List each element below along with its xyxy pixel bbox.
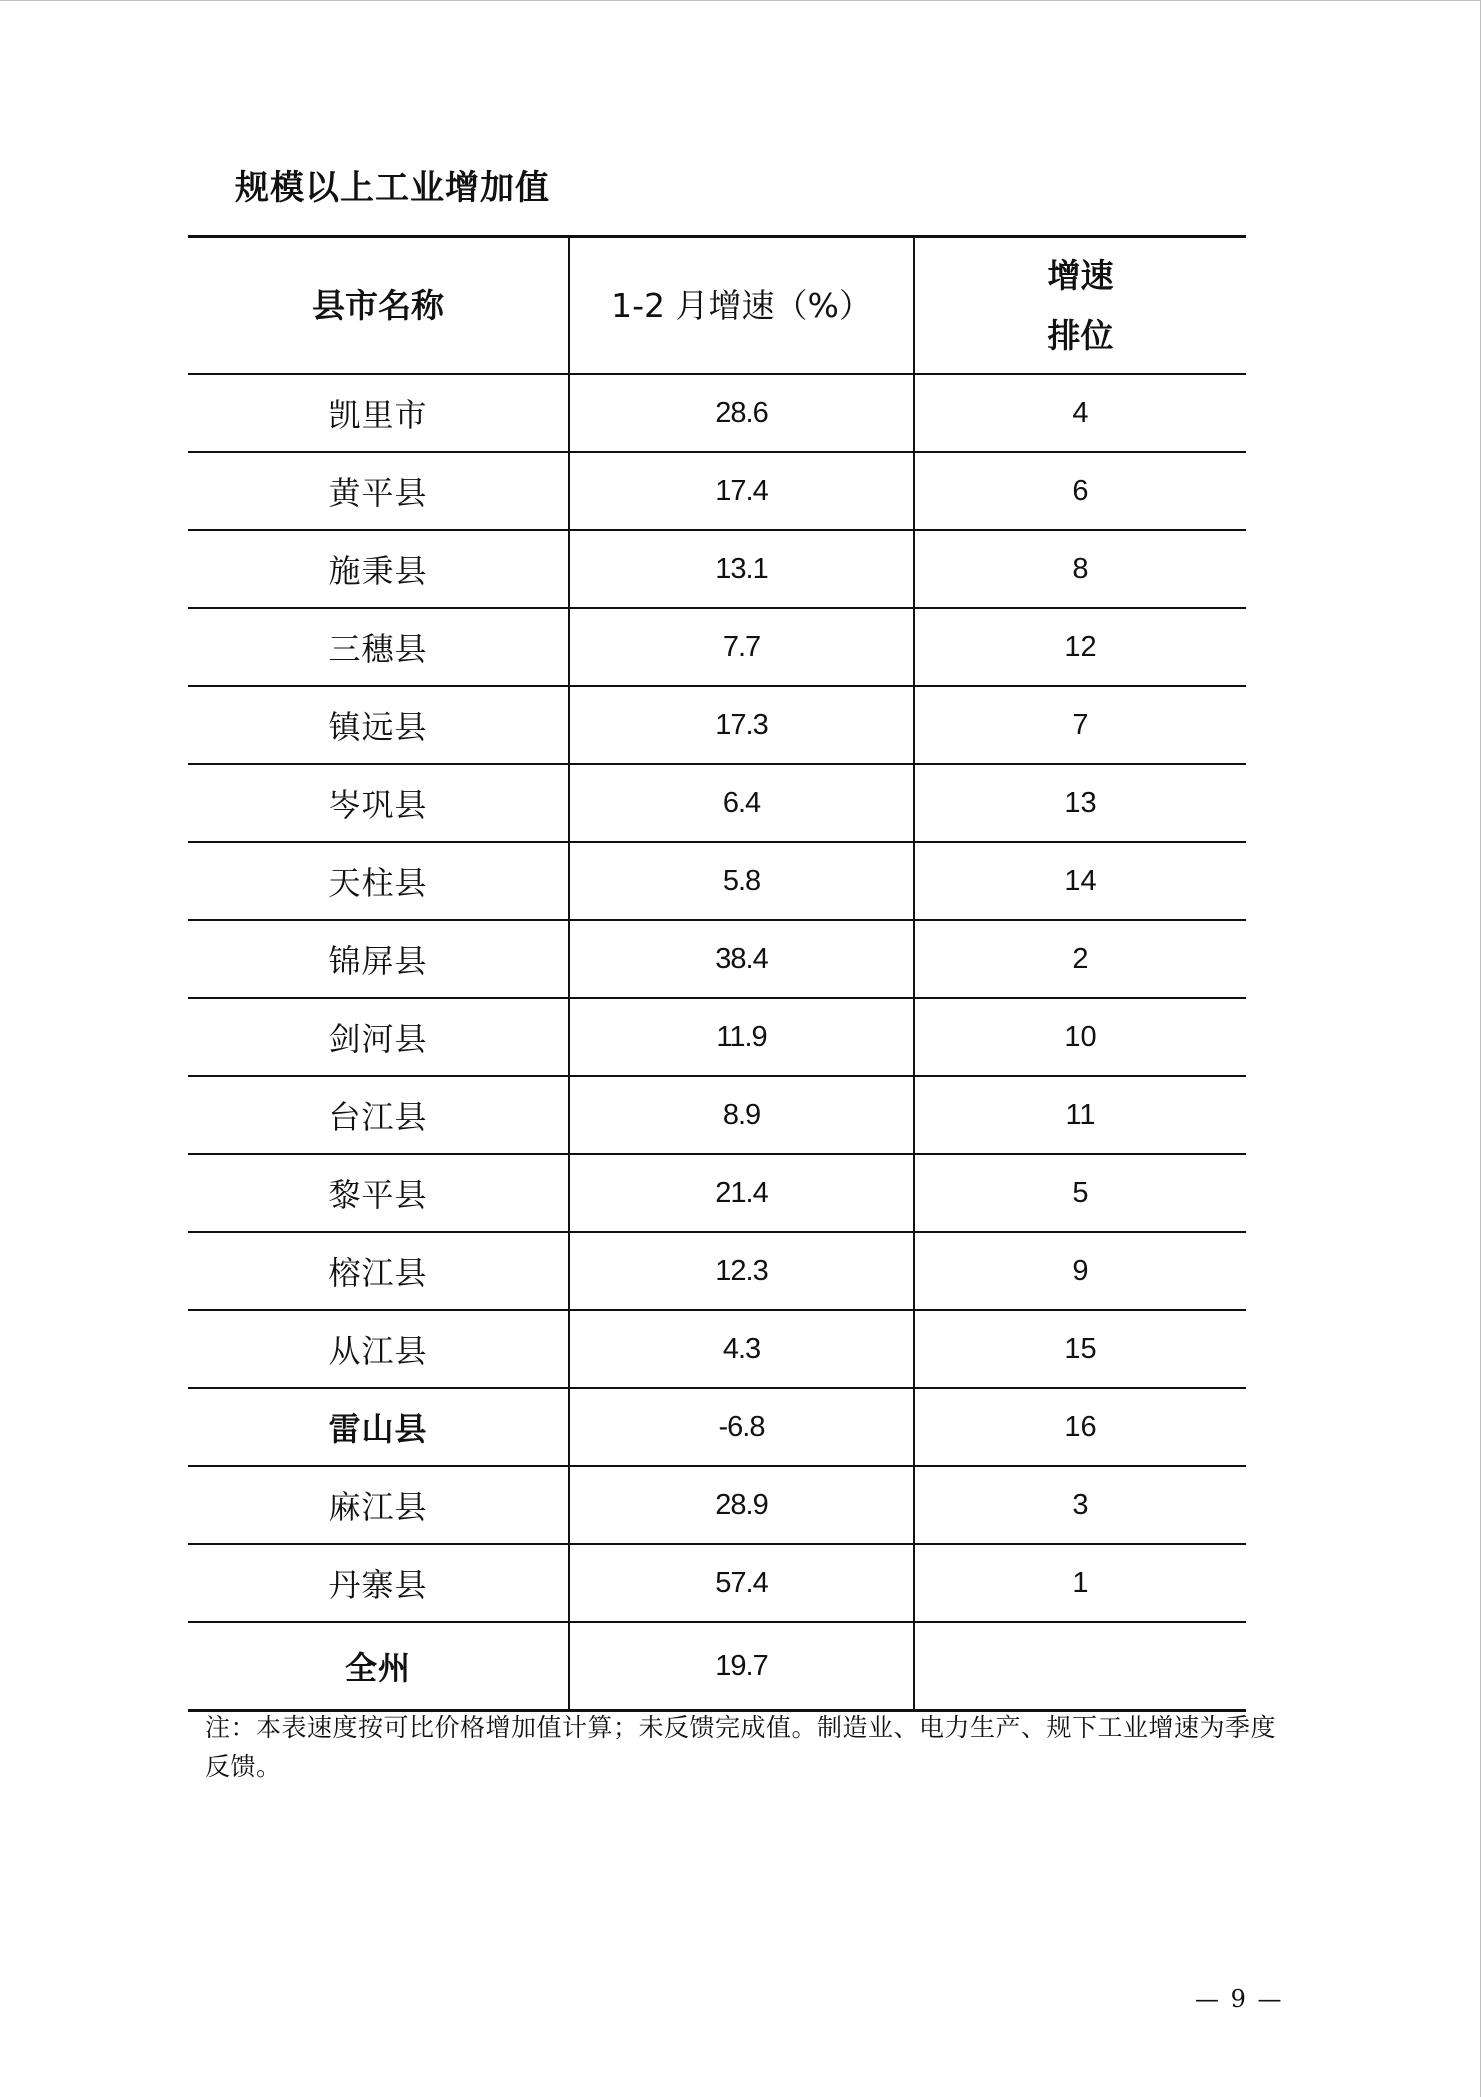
cell-growth-rate: 12.3 — [569, 1232, 914, 1310]
table-row — [188, 842, 1246, 920]
cell-growth-rate: 28.9 — [569, 1466, 914, 1544]
cell-county-name: 雷山县 — [188, 1388, 569, 1466]
cell-county-name: 榕江县 — [188, 1232, 569, 1310]
table-row — [188, 998, 1246, 1076]
cell-growth-rate: 5.8 — [569, 842, 914, 920]
cell-county-name: 丹寨县 — [188, 1544, 569, 1622]
header-growth-rate: 1-2 月增速（%） — [569, 237, 914, 375]
table-row — [188, 920, 1246, 998]
table-total-row — [188, 1622, 1246, 1711]
cell-county-name: 剑河县 — [188, 998, 569, 1076]
cell-growth-rate: 17.4 — [569, 452, 914, 530]
table-title: 规模以上工业增加值 — [235, 168, 550, 208]
cell-growth-rank: 4 — [914, 374, 1246, 452]
cell-total-name: 全州 — [188, 1622, 569, 1711]
cell-county-name: 施秉县 — [188, 530, 569, 608]
header-growth-rank — [914, 237, 1246, 375]
cell-growth-rate: 11.9 — [569, 998, 914, 1076]
cell-growth-rate: 13.1 — [569, 530, 914, 608]
cell-growth-rate: 17.3 — [569, 686, 914, 764]
cell-county-name: 台江县 — [188, 1076, 569, 1154]
table-row — [188, 1232, 1246, 1310]
cell-growth-rank: 10 — [914, 998, 1246, 1076]
cell-growth-rank: 12 — [914, 608, 1246, 686]
cell-growth-rate: 6.4 — [569, 764, 914, 842]
table-row — [188, 764, 1246, 842]
cell-growth-rank: 7 — [914, 686, 1246, 764]
table-row — [188, 452, 1246, 530]
cell-county-name: 凯里市 — [188, 374, 569, 452]
cell-county-name: 黎平县 — [188, 1154, 569, 1232]
cell-growth-rank: 11 — [914, 1076, 1246, 1154]
table-footnote: 注：本表速度按可比价格增加值计算；未反馈完成值。制造业、电力生产、规下工业增速为季度反馈。 — [205, 1713, 1277, 1781]
page-top-border — [0, 0, 1481, 1]
cell-growth-rank: 9 — [914, 1232, 1246, 1310]
table-row — [188, 530, 1246, 608]
cell-growth-rank: 1 — [914, 1544, 1246, 1622]
cell-growth-rank: 3 — [914, 1466, 1246, 1544]
cell-growth-rank: 15 — [914, 1310, 1246, 1388]
cell-growth-rate: -6.8 — [569, 1388, 914, 1466]
cell-county-name: 镇远县 — [188, 686, 569, 764]
cell-county-name: 三穗县 — [188, 608, 569, 686]
header-county-name: 县市名称 — [188, 237, 569, 375]
header-rank-line1: 增速 — [1047, 255, 1114, 295]
cell-growth-rank: 2 — [914, 920, 1246, 998]
table-row — [188, 374, 1246, 452]
cell-growth-rate: 21.4 — [569, 1154, 914, 1232]
cell-growth-rank: 6 — [914, 452, 1246, 530]
cell-growth-rank: 13 — [914, 764, 1246, 842]
cell-county-name: 锦屏县 — [188, 920, 569, 998]
table-row — [188, 686, 1246, 764]
table-row — [188, 1544, 1246, 1622]
cell-county-name: 黄平县 — [188, 452, 569, 530]
cell-growth-rank: 16 — [914, 1388, 1246, 1466]
header-rank-line2: 排位 — [1047, 315, 1114, 355]
cell-growth-rate: 38.4 — [569, 920, 914, 998]
table-row — [188, 1154, 1246, 1232]
cell-county-name: 岑巩县 — [188, 764, 569, 842]
cell-total-growth-rate: 19.7 — [569, 1622, 914, 1711]
cell-growth-rate: 4.3 — [569, 1310, 914, 1388]
cell-county-name: 天柱县 — [188, 842, 569, 920]
cell-growth-rate: 28.6 — [569, 374, 914, 452]
cell-growth-rate: 8.9 — [569, 1076, 914, 1154]
table-row — [188, 1388, 1246, 1466]
cell-county-name: 麻江县 — [188, 1466, 569, 1544]
cell-growth-rate: 7.7 — [569, 608, 914, 686]
cell-total-growth-rank — [914, 1622, 1246, 1711]
cell-growth-rank: 5 — [914, 1154, 1246, 1232]
cell-growth-rank: 8 — [914, 530, 1246, 608]
page-number: — 9 — — [1195, 1985, 1284, 2013]
cell-growth-rank: 14 — [914, 842, 1246, 920]
cell-growth-rate: 57.4 — [569, 1544, 914, 1622]
table-row — [188, 1076, 1246, 1154]
industrial-growth-table — [188, 235, 1246, 1712]
table-row — [188, 608, 1246, 686]
table-row — [188, 1466, 1246, 1544]
table-row — [188, 1310, 1246, 1388]
table-header-row — [188, 237, 1246, 375]
table-body — [188, 374, 1246, 1711]
cell-county-name: 从江县 — [188, 1310, 569, 1388]
